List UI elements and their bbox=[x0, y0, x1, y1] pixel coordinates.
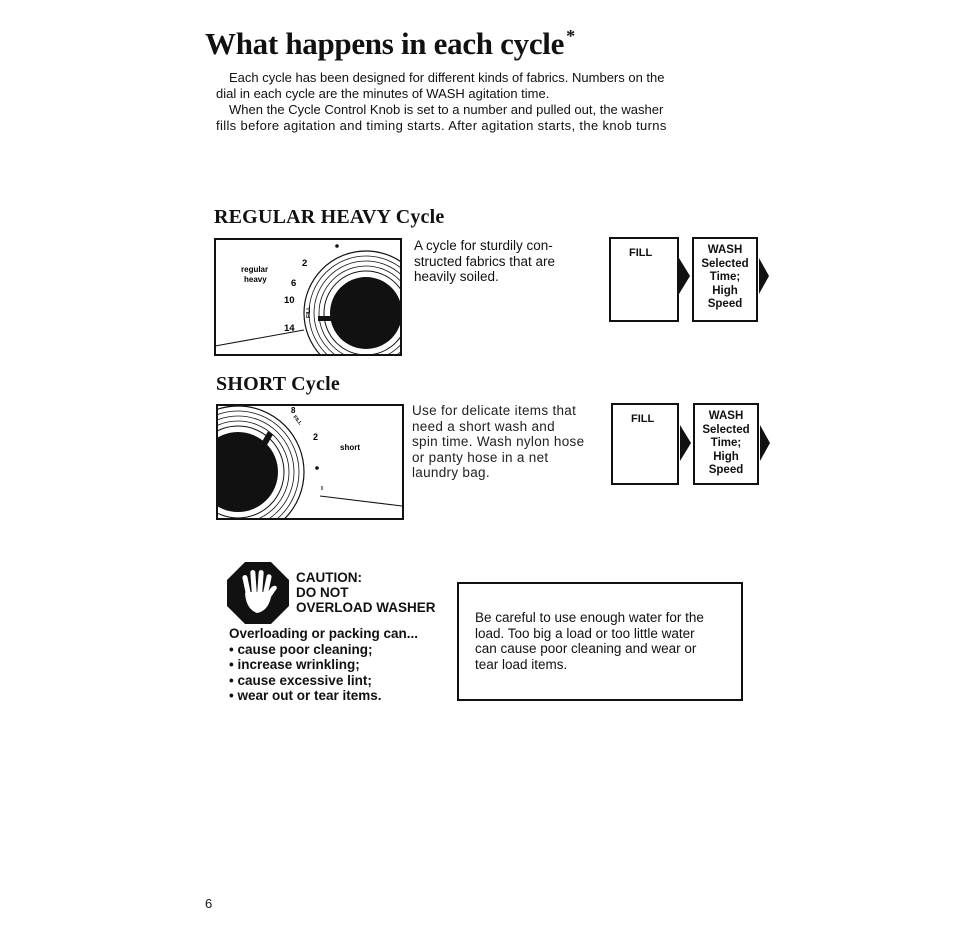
caution-note-box bbox=[457, 582, 743, 701]
short-heading: SHORT Cycle bbox=[216, 373, 340, 395]
dial-number-6: 6 bbox=[291, 278, 297, 289]
wash-line: WASH bbox=[707, 244, 743, 256]
note-line: can cause poor cleaning and wear or bbox=[475, 641, 697, 656]
dial-number-14: 14 bbox=[284, 323, 295, 334]
regular-desc-line: A cycle for sturdily con- bbox=[414, 238, 553, 253]
caution-list-item: • cause excessive lint; bbox=[229, 672, 372, 688]
short-arrow-2 bbox=[760, 425, 770, 461]
intro-line-4: fills before agitation and timing starts. After agitation starts, the knob turns bbox=[216, 118, 667, 133]
caution-list-item: • wear out or tear items. bbox=[229, 688, 382, 703]
title-footnote-mark: * bbox=[566, 26, 575, 46]
short-desc-line: or panty hose in a net bbox=[412, 449, 549, 465]
caution-line: CAUTION: bbox=[296, 570, 362, 585]
caution-list-item: • increase wrinkling; bbox=[229, 657, 360, 672]
short-desc-line: Use for delicate items that bbox=[412, 403, 577, 418]
wash-line: Selected bbox=[701, 257, 749, 270]
wash-line: Speed bbox=[707, 298, 743, 310]
short-desc-line: spin time. Wash nylon hose bbox=[412, 434, 585, 449]
caution-heading bbox=[296, 570, 436, 615]
dial-label-regular: regular bbox=[241, 265, 269, 274]
note-line: tear load items. bbox=[475, 656, 568, 672]
regular-arrow-2 bbox=[759, 258, 769, 294]
dial-number-2: 2 bbox=[313, 432, 319, 442]
fill-label: FILL bbox=[629, 247, 653, 259]
wash-line: High bbox=[712, 284, 738, 297]
short-dial-illustration bbox=[216, 404, 404, 520]
regular-wash-box bbox=[692, 237, 758, 322]
regular-heavy-dial-illustration bbox=[214, 238, 402, 356]
caution-line: DO NOT bbox=[296, 585, 349, 600]
note-line: load. Too big a load or too little water bbox=[475, 625, 695, 641]
dial-number-10: 10 bbox=[284, 295, 295, 306]
caution-note-text bbox=[475, 610, 704, 672]
short-desc-line: need a short wash and bbox=[412, 418, 555, 434]
intro-line-3: When the Cycle Control Knob is set to a number and pulled out, the washer bbox=[229, 102, 664, 117]
wash-line: Time; bbox=[709, 271, 741, 283]
regular-heavy-heading: REGULAR HEAVY Cycle bbox=[214, 206, 445, 228]
short-wash-box bbox=[693, 403, 759, 485]
intro-line-1: Each cycle has been designed for different kinds of fabrics. Numbers on the bbox=[229, 70, 665, 85]
stop-hand-icon bbox=[226, 561, 290, 630]
fill-label: FILL bbox=[631, 413, 655, 425]
dial-fill-mark: FILL bbox=[306, 306, 312, 318]
caution-list bbox=[229, 626, 418, 704]
dial-label-short: short bbox=[340, 443, 360, 452]
note-line: Be careful to use enough water for the bbox=[475, 610, 704, 625]
short-fill-box bbox=[611, 403, 679, 485]
wash-text bbox=[695, 410, 757, 478]
regular-desc-line: structed fabrics that are bbox=[414, 253, 556, 269]
regular-desc-line: heavily soiled. bbox=[414, 269, 499, 284]
short-description bbox=[412, 403, 584, 481]
short-desc-line: laundry bag. bbox=[412, 465, 490, 480]
dial-number-8: 8 bbox=[291, 406, 296, 415]
dial-number-2: 2 bbox=[302, 258, 308, 269]
regular-arrow-1 bbox=[679, 258, 690, 294]
intro-line-2: dial in each cycle are the minutes of WASH agitation time. bbox=[216, 86, 550, 101]
wash-line: WASH bbox=[708, 410, 744, 422]
caution-list-item: • cause poor cleaning; bbox=[229, 641, 373, 657]
wash-text bbox=[694, 244, 756, 312]
dial-label-heavy: heavy bbox=[244, 275, 267, 284]
wash-line: Time; bbox=[710, 437, 742, 449]
wash-line: Selected bbox=[702, 423, 750, 436]
short-arrow-1 bbox=[680, 425, 691, 461]
regular-fill-box bbox=[609, 237, 679, 322]
dial-fill-mark: FILL bbox=[291, 414, 303, 427]
regular-heavy-description bbox=[414, 238, 555, 285]
caution-lead: Overloading or packing can... bbox=[229, 626, 419, 641]
page-title: What happens in each cycle * bbox=[205, 26, 575, 61]
caution-line: OVERLOAD WASHER bbox=[296, 600, 436, 615]
page-number: 6 bbox=[205, 896, 213, 911]
wash-line: Speed bbox=[708, 464, 744, 476]
wash-line: High bbox=[713, 450, 739, 463]
